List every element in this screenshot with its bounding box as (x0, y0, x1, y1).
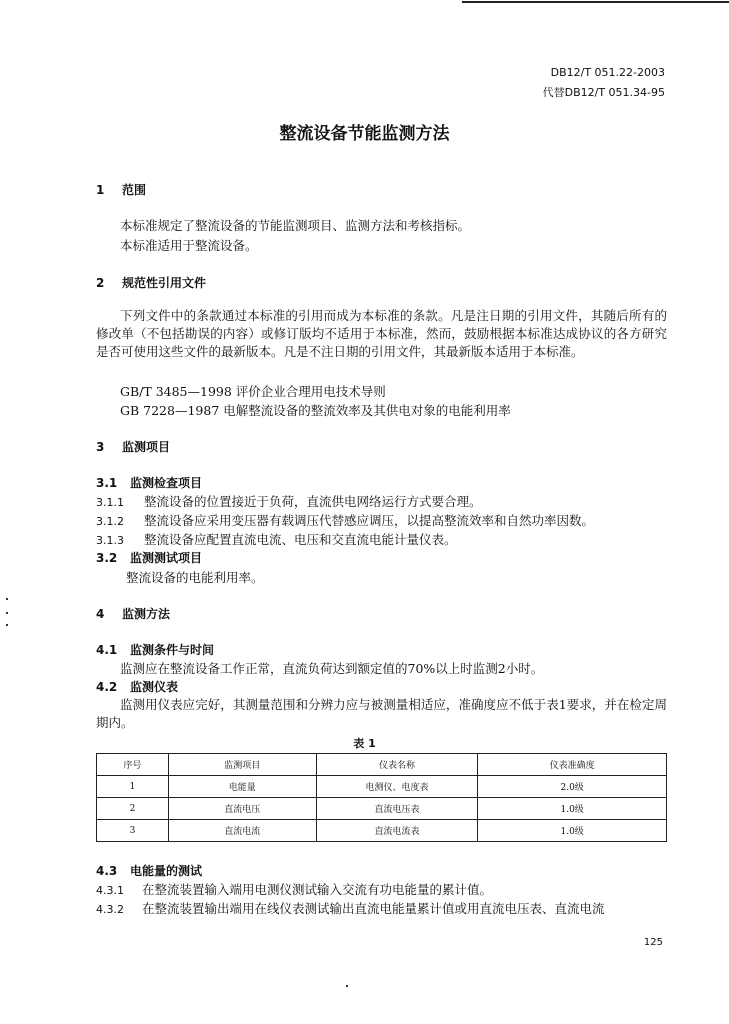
table-header-cell: 监测项目 (168, 754, 316, 776)
section-number: 4.2 (96, 680, 118, 694)
table-cell: 电测仪、电度表 (316, 776, 478, 798)
doc-number: DB12/T 051.22-2003 (550, 66, 665, 79)
clause-text: 整流设备的位置接近于负荷，直流供电网络运行方式要合理。 (144, 494, 482, 509)
section-2-paragraph: 下列文件中的条款通过本标准的引用而成为本标准的条款。凡是注日期的引用文件，其随后所有的修改单（不包括勘误的内容）或修订版均不适用于本标准，然而，鼓励根据本标准达成协议的各方研究是否可使用这些文件的最新版本。凡是不注日期的引用文件，其最新版本适用于本标准。 (96, 308, 667, 359)
section-title: 监测方法 (122, 607, 171, 621)
scan-speck (6, 624, 8, 626)
table-cell: 直流电压 (168, 798, 316, 820)
section-4-heading (96, 605, 170, 622)
page-number: 125 (643, 937, 663, 948)
table-header-row (97, 754, 667, 776)
section-number: 4 (96, 607, 105, 621)
section-3-2-text: 整流设备的电能利用率。 (126, 570, 264, 585)
clause-number: 4.3.1 (96, 884, 124, 897)
section-title: 监测仪表 (130, 680, 179, 694)
clause-text: 整流设备应配置直流电流、电压和交直流电能计量仪表。 (144, 532, 457, 547)
section-number: 3.1 (96, 476, 118, 490)
clause-3-1-2 (96, 511, 594, 529)
section-title: 监测条件与时间 (130, 643, 215, 657)
section-4-3-heading (96, 862, 202, 879)
section-2-heading (96, 274, 206, 291)
section-3-1-heading (96, 474, 202, 491)
table-row (97, 776, 667, 798)
section-4-2-paragraph: 监测用仪表应完好，其测量范围和分辨力应与被测量相适应，准确度应不低于表1要求，并在检定周期内。 (96, 697, 667, 730)
table-cell: 直流电压表 (316, 798, 478, 820)
clause-number: 4.3.2 (96, 903, 124, 916)
section-1-line-1: 本标准规定了整流设备的节能监测项目、监测方法和考核指标。 (120, 218, 471, 233)
section-title: 监测测试项目 (130, 551, 203, 565)
top-rule (462, 1, 729, 3)
clause-4-3-2 (96, 899, 605, 917)
reference-1: GB/T 3485—1998 评价企业合理用电技术导则 (120, 384, 386, 399)
section-number: 4.1 (96, 643, 118, 657)
table-cell: 直流电流 (168, 820, 316, 842)
section-title: 监测项目 (122, 440, 171, 454)
scan-speck (6, 612, 8, 614)
clause-text: 在整流装置输出端用在线仪表测试输出直流电能量累计值或用直流电压表、直流电流 (142, 901, 605, 916)
clause-4-3-1 (96, 880, 492, 898)
section-4-1-text: 监测应在整流设备工作正常，直流负荷达到额定值的70%以上时监测2小时。 (120, 661, 544, 676)
section-number: 3.2 (96, 551, 118, 565)
table-cell: 1.0级 (478, 798, 667, 820)
reference-2: GB 7228—1987 电解整流设备的整流效率及其供电对象的电能利用率 (120, 403, 511, 418)
table-caption: 表 1 (353, 737, 376, 750)
page-title: 整流设备节能监测方法 (279, 124, 450, 144)
clause-text: 在整流装置输入端用电测仪测试输入交流有功电能量的累计值。 (142, 882, 493, 897)
table-row (97, 820, 667, 842)
table-row (97, 798, 667, 820)
clause-3-1-1 (96, 492, 482, 510)
table-header-cell: 仪表名称 (316, 754, 478, 776)
section-3-2-heading (96, 549, 202, 566)
section-number: 1 (96, 183, 105, 197)
section-3-heading (96, 438, 170, 455)
scan-speck (346, 985, 348, 987)
section-1-heading (96, 181, 146, 198)
table-cell: 3 (97, 820, 169, 842)
clause-3-1-3 (96, 530, 457, 548)
section-number: 3 (96, 440, 105, 454)
instrument-table (96, 753, 667, 842)
section-title: 电能量的测试 (130, 864, 203, 878)
section-4-1-heading (96, 641, 214, 658)
table-cell: 2 (97, 798, 169, 820)
section-number: 2 (96, 276, 105, 290)
section-4-2-heading (96, 678, 178, 695)
replaces-note: 代替DB12/T 051.34-95 (542, 86, 665, 99)
section-title: 规范性引用文件 (122, 276, 207, 290)
table-cell: 2.0级 (478, 776, 667, 798)
clause-text: 整流设备应采用变压器有载调压代替感应调压，以提高整流效率和自然功率因数。 (144, 513, 595, 528)
section-1-line-2: 本标准适用于整流设备。 (120, 238, 258, 253)
clause-number: 3.1.3 (96, 534, 124, 547)
table-cell: 1 (97, 776, 169, 798)
section-title: 监测检查项目 (130, 476, 203, 490)
scan-speck (6, 598, 8, 600)
table-header-cell: 仪表准确度 (478, 754, 667, 776)
clause-number: 3.1.2 (96, 515, 124, 528)
section-title: 范围 (122, 183, 147, 197)
table-cell: 直流电流表 (316, 820, 478, 842)
clause-number: 3.1.1 (96, 496, 124, 509)
table-cell: 电能量 (168, 776, 316, 798)
table-header-cell: 序号 (97, 754, 169, 776)
section-number: 4.3 (96, 864, 118, 878)
table-cell: 1.0级 (478, 820, 667, 842)
